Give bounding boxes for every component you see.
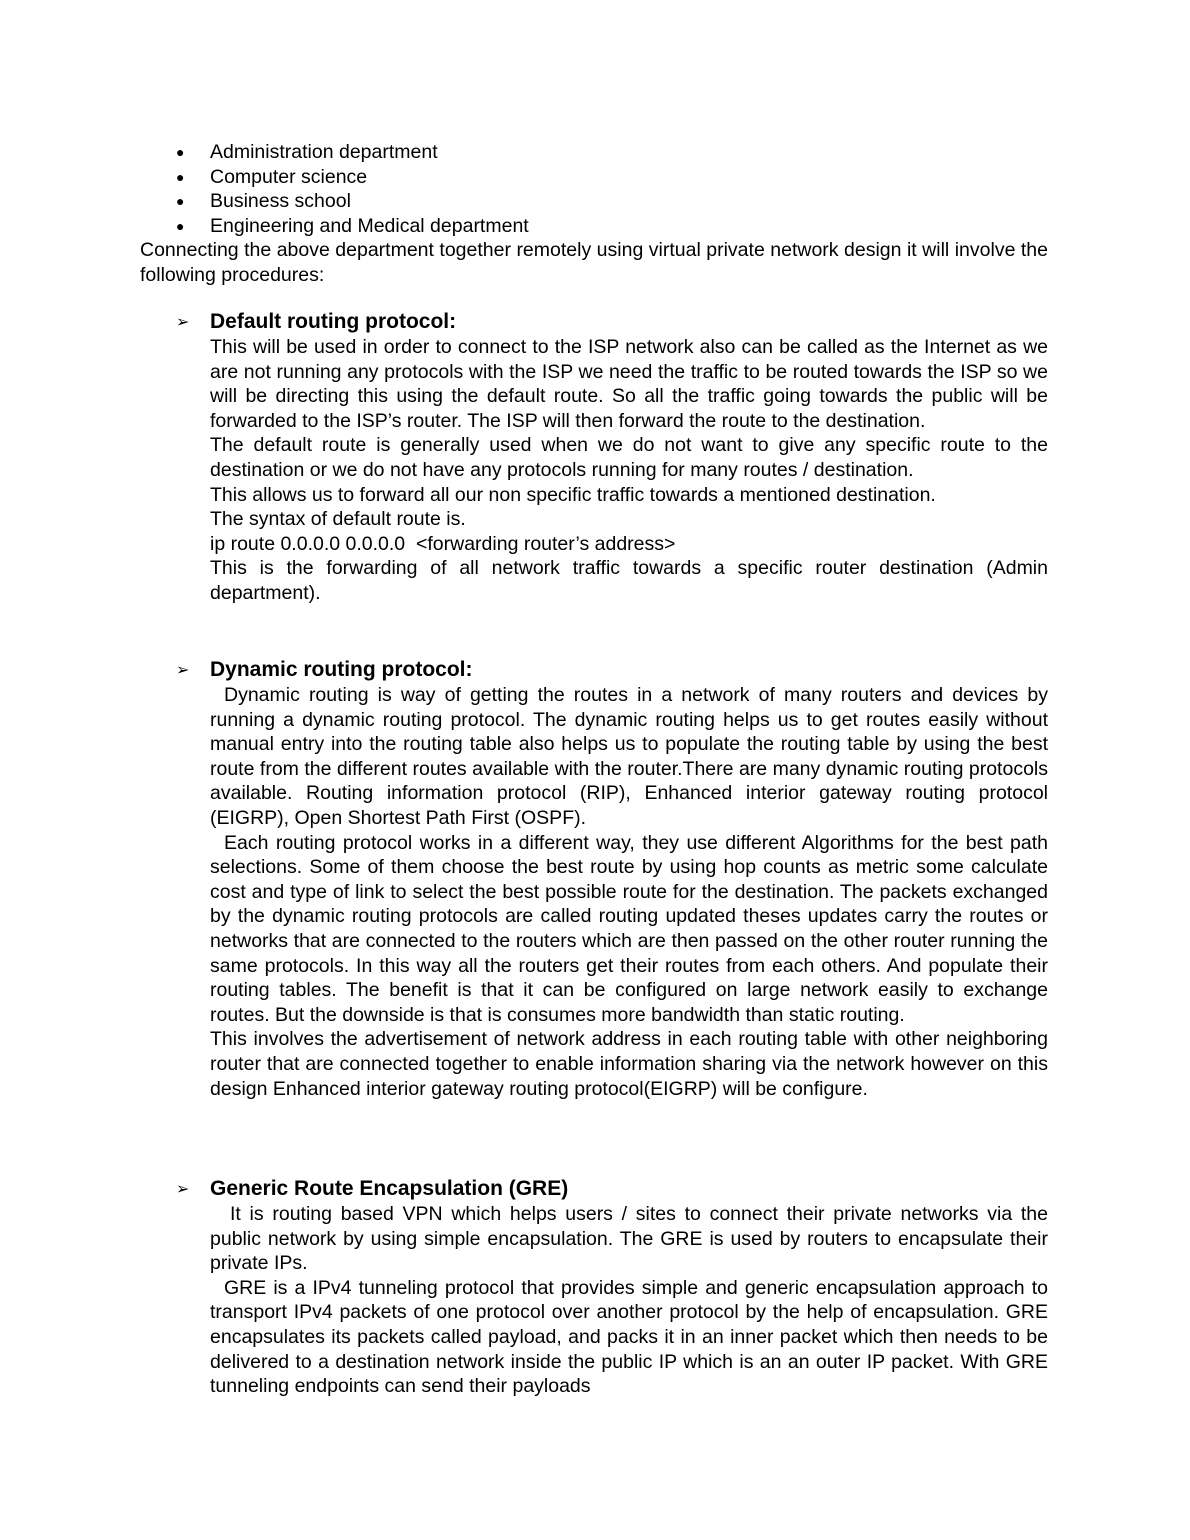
- arrow-bullet-icon: ➢: [176, 660, 190, 679]
- section-heading: [0, 1176, 1190, 1202]
- section-title: Generic Route Encapsulation (GRE): [210, 1177, 569, 1200]
- code-line: ip route 0.0.0.0 0.0.0.0 <forwarding router’s address>: [210, 532, 676, 555]
- bullet-icon: ●: [176, 193, 185, 209]
- section-title: Default routing protocol:: [210, 310, 457, 333]
- paragraph: It is routing based VPN which helps users / sites to connect their private networks via the public network by using simple encapsulation. The GRE is used by routers to encapsulate their private IPs.: [210, 1203, 1048, 1275]
- paragraph: The default route is generally used when we do not want to give any specific route to the destination or we do not have any protocols running for many routes / destination.: [210, 434, 1048, 481]
- section-heading: [0, 657, 1190, 683]
- paragraph: Dynamic routing is way of getting the routes in a network of many routers and devices by running a dynamic routing protocol. The dynamic routing helps us to get routes easily without manual entry into the routing table also helps us to populate the routing table by using the best route from the different routes available with the router.There are many dynamic routing protocols available. Routing information protocol (RIP), Enhanced interior gateway routing protocol (EIGRP), Open Shortest Path First (OSPF).: [210, 684, 1048, 829]
- section-default-routing: [0, 309, 1190, 606]
- section-gre: [0, 1176, 1190, 1399]
- list-item-text: Administration department: [210, 141, 438, 163]
- list-item-text: Engineering and Medical department: [210, 214, 529, 237]
- bullet-icon: ●: [176, 144, 185, 160]
- section-dynamic-routing: [0, 657, 1190, 1101]
- arrow-bullet-icon: ➢: [176, 312, 190, 331]
- list-item-text: Business school: [210, 190, 351, 212]
- paragraph: This allows us to forward all our non specific traffic towards a mentioned destination.: [210, 483, 936, 506]
- arrow-bullet-icon: ➢: [176, 1179, 190, 1198]
- section-title: Dynamic routing protocol:: [210, 658, 473, 681]
- department-list: [0, 140, 1190, 238]
- paragraph: This will be used in order to connect to the ISP network also can be called as the Internet as we are not running any protocols with the ISP we need the traffic to be routed towards the ISP so we will be directing this using the default route. So all the traffic going towards the public will be forwarded to the ISP’s router. The ISP will then forward the route to the destination.: [210, 336, 1048, 432]
- bullet-icon: ●: [176, 217, 185, 234]
- paragraph: This is the forwarding of all network traffic towards a specific router destination (Admin department).: [210, 557, 1048, 604]
- bullet-icon: ●: [176, 168, 185, 185]
- list-item: [0, 140, 1190, 165]
- list-item: [0, 214, 1190, 239]
- paragraph: GRE is a IPv4 tunneling protocol that provides simple and generic encapsulation approach to transport IPv4 packets of one protocol over another protocol by the help of encapsulation. GRE encapsulates its packets called payload, and packs it in an inner packet which then needs to be delivered to a destination network inside the public IP which is an an outer IP packet. With GRE tunneling endpoints can send their payloads: [210, 1276, 1048, 1398]
- list-item-text: Computer science: [210, 165, 368, 188]
- paragraph: This involves the advertisement of network address in each routing table with other neighboring router that are connected together to enable information sharing via the network however on this design Enhanced interior gateway routing protocol(EIGRP) will be configure.: [210, 1028, 1048, 1100]
- list-item: [0, 165, 1190, 190]
- paragraph: The syntax of default route is.: [210, 508, 466, 531]
- intro-paragraph: Connecting the above department together remotely using virtual private network design it will involve the following procedures:: [140, 239, 1048, 286]
- list-item: [0, 189, 1190, 214]
- section-heading: [0, 309, 1190, 335]
- paragraph: Each routing protocol works in a different way, they use different Algorithms for the best path selections. Some of them choose the best route by using hop counts as metric some calculate cost and type of link to select the best possible route for the destination. The packets exchanged by the dynamic routing protocols are called routing updated theses updates carry the routes or networks that are connected to the routers which are then passed on the other router running the same protocols. In this way all the routers get their routes from each others. And populate their routing tables. The benefit is that it can be configured on large network easily to exchange routes. But the downside is that is consumes more bandwidth than static routing.: [210, 831, 1048, 1026]
